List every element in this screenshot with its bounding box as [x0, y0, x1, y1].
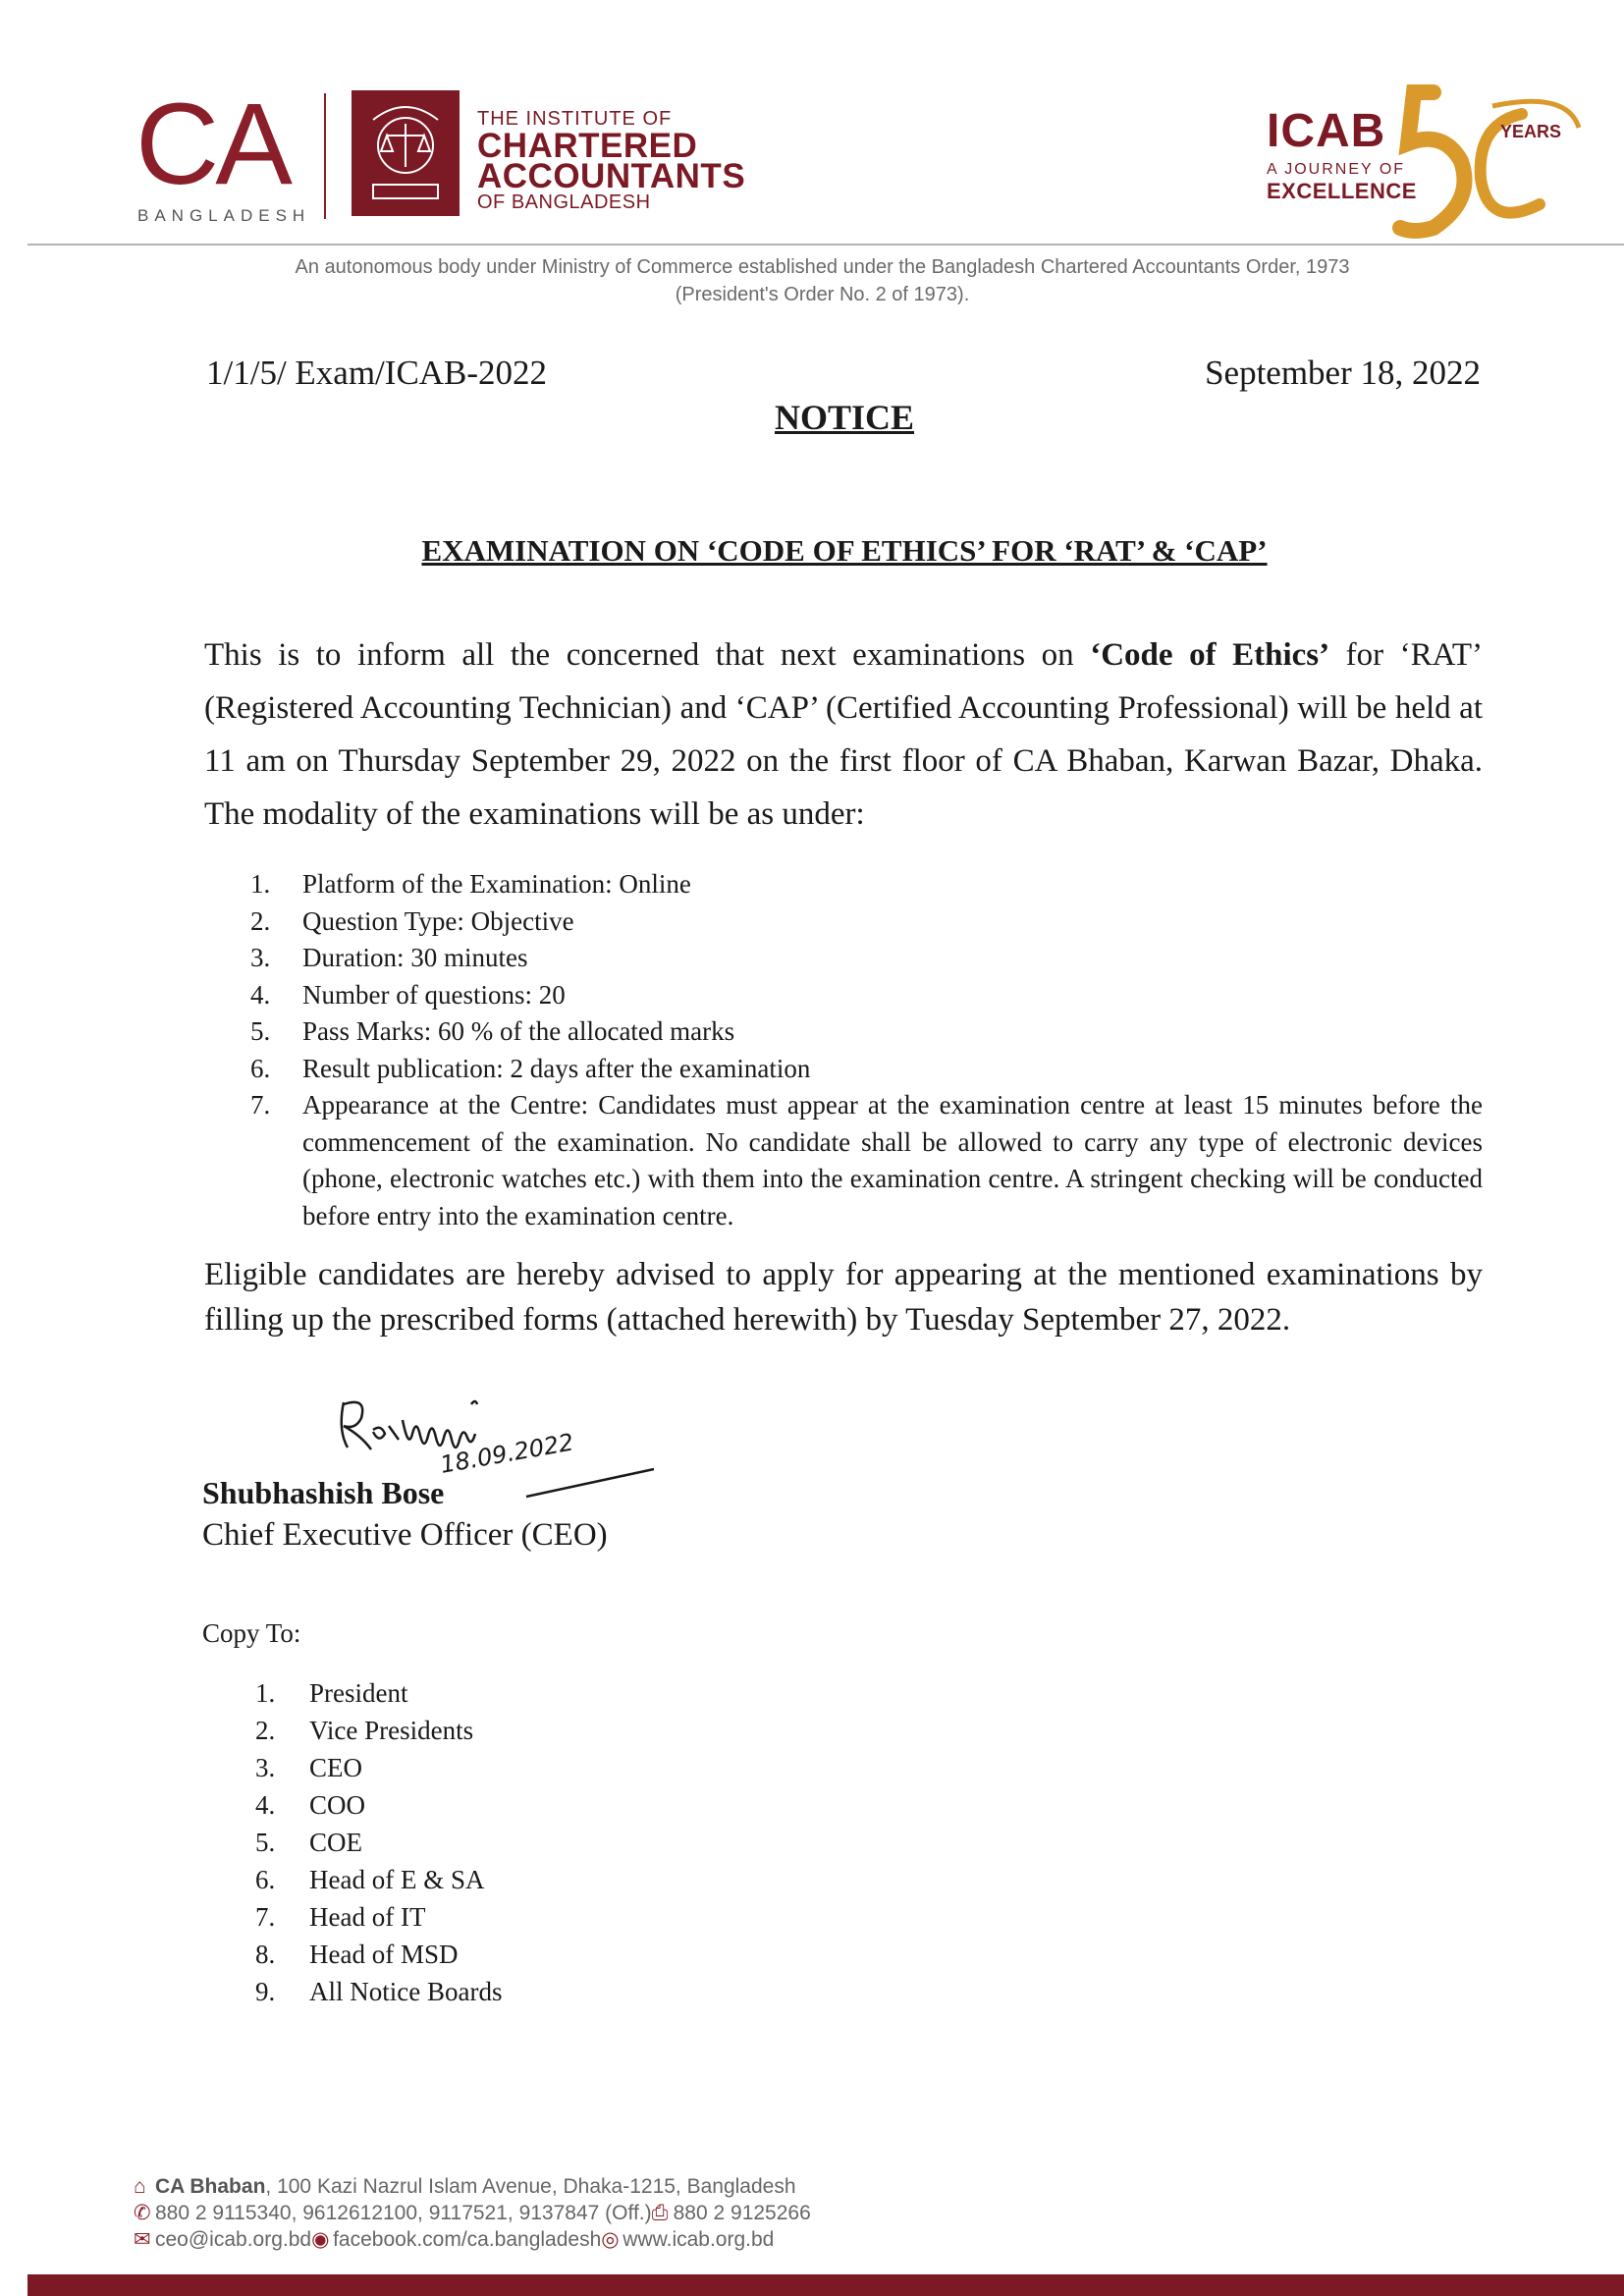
modality-item-number: 7.	[250, 1090, 271, 1120]
ca-bangladesh-logo	[135, 80, 312, 225]
eligibility-paragraph: Eligible candidates are hereby advised to apply for appearing at the mentioned examinations by filling up the prescribed forms (attached herewith) by Tuesday September 27, 2022.	[204, 1257, 1483, 1338]
modality-item	[206, 940, 1483, 977]
intro-text-b: for ‘RAT’ (Registered Accounting Technician) and ‘CAP’ (Certified Accounting Professional) will be held at 11 am on Thursday September 29, 2022 on the first floor of CA Bhaban, Karwan Bazar, Dhaka. The modality of the examinations will be as under:	[204, 637, 1484, 832]
tagline-line-2: (President's Order No. 2 of 1973).	[675, 284, 970, 305]
modality-item	[206, 1087, 1483, 1234]
institute-line-2: CHARTERED	[477, 127, 698, 165]
modality-item-number: 1.	[250, 869, 271, 899]
modality-item-number: 6.	[250, 1053, 271, 1083]
letter-date: September 18, 2022	[1205, 354, 1481, 392]
copy-to-item-text: President	[309, 1678, 408, 1708]
modality-item-text: Platform of the Examination: Online	[302, 869, 691, 899]
icab-logo	[1267, 105, 1417, 204]
notice-subject: EXAMINATION ON ‘CODE OF ETHICS’ FOR ‘RAT’ & ‘CAP’	[421, 533, 1268, 568]
facebook-icon: ◉	[311, 2228, 330, 2251]
copy-to-item	[206, 1674, 1483, 1712]
copy-to-item	[206, 1936, 1483, 1973]
modality-item-text: Number of questions: 20	[302, 979, 566, 1010]
modality-list	[206, 866, 1483, 1234]
copy-to-item-number: 4.	[255, 1790, 276, 1820]
copy-to-item-text: Vice Presidents	[309, 1716, 474, 1745]
intro-text-a: This is to inform all the concerned that next examinations on	[204, 637, 1091, 673]
notice-title: NOTICE	[774, 398, 915, 437]
footer-phone	[134, 2201, 811, 2226]
copy-to-list	[206, 1674, 1483, 2010]
modality-item-text: Pass Marks: 60 % of the allocated marks	[302, 1016, 735, 1046]
modality-item	[206, 1051, 1483, 1088]
copy-to-item	[206, 1861, 1483, 1898]
modality-item-text: Result publication: 2 days after the examination	[302, 1053, 811, 1083]
header-divider	[27, 244, 1624, 246]
footer-contacts	[134, 2227, 774, 2253]
footer-phone-text: 880 2 9115340, 9612612100, 9117521, 9137847 (Off.)	[155, 2202, 652, 2224]
modality-item-number: 4.	[250, 979, 271, 1010]
tagline-line-1: An autonomous body under Ministry of Commerce established under the Bangladesh Chartered Accountants Order, 1973	[295, 256, 1350, 278]
fax-icon: ⎙	[651, 2202, 669, 2224]
copy-to-item-number: 1.	[255, 1678, 276, 1708]
intro-text-bold: ‘Code of Ethics’	[1090, 637, 1330, 673]
signatory-title: Chief Executive Officer (CEO)	[202, 1517, 608, 1553]
modality-item-number: 3.	[250, 943, 271, 972]
copy-to-item-text: Head of IT	[309, 1902, 426, 1932]
modality-item	[206, 1013, 1483, 1051]
copy-to-item	[206, 1786, 1483, 1824]
copy-to-item-number: 2.	[255, 1716, 276, 1745]
web-icon: ◎	[601, 2228, 620, 2251]
institute-line-3: ACCOUNTANTS	[477, 157, 746, 195]
copy-to-item	[206, 1749, 1483, 1786]
footer-email[interactable]: ceo@icab.org.bd	[155, 2228, 312, 2251]
footer-address	[134, 2174, 796, 2200]
copy-to-item-number: 6.	[255, 1865, 276, 1894]
reference-number: 1/1/5/ Exam/ICAB-2022	[206, 354, 548, 392]
copy-to-item	[206, 1898, 1483, 1936]
phone-icon: ✆	[134, 2202, 151, 2224]
copy-to-item-number: 7.	[255, 1902, 276, 1932]
modality-item	[206, 903, 1483, 941]
copy-to-item-text: COO	[309, 1790, 366, 1820]
years-label: YEARS	[1500, 122, 1562, 141]
home-icon: ⌂	[134, 2175, 146, 2198]
modality-item-text: Appearance at the Centre: Candidates must appear at the examination centre at least 15 minutes before the commencement of the examination. No candidate shall be allowed to carry any type of electronic devices (phone, electronic watches etc.) with them into the examination centre. A stringent checking will be conducted before entry into the examination centre.	[302, 1090, 1483, 1230]
copy-to-item-number: 5.	[255, 1828, 276, 1857]
copy-to-item-text: COE	[309, 1828, 362, 1857]
modality-item-number: 5.	[250, 1016, 271, 1046]
copy-to-item-number: 3.	[255, 1753, 276, 1782]
institute-crest-icon	[352, 90, 460, 216]
copy-to-item-number: 9.	[255, 1977, 276, 2006]
copy-to-item	[206, 1712, 1483, 1749]
modality-item	[206, 977, 1483, 1014]
footer-facebook[interactable]: facebook.com/ca.bangladesh	[333, 2228, 602, 2251]
footer-color-bar	[27, 2274, 1624, 2296]
intro-paragraph	[204, 629, 1483, 841]
institute-tagline	[157, 253, 1488, 308]
modality-item-text: Duration: 30 minutes	[302, 943, 528, 972]
institute-line-4: OF BANGLADESH	[477, 191, 651, 213]
footer-address-text: , 100 Kazi Nazrul Islam Avenue, Dhaka-1215, Bangladesh	[265, 2175, 796, 2198]
modality-item	[206, 866, 1483, 903]
icab-journey-text: A JOURNEY OF	[1267, 161, 1406, 178]
email-icon: ✉	[134, 2228, 151, 2251]
copy-to-item-text: All Notice Boards	[309, 1977, 503, 2006]
copy-to-item-text: Head of MSD	[309, 1940, 459, 1969]
copy-to-item-text: CEO	[309, 1753, 362, 1782]
footer-address-bold: CA Bhaban	[155, 2175, 266, 2198]
ca-logo-letters: CA	[135, 80, 289, 209]
ca-logo-subtitle: BANGLADESH	[137, 206, 311, 225]
copy-to-item-number: 8.	[255, 1940, 276, 1969]
modality-item-number: 2.	[250, 905, 271, 936]
copy-to-item	[206, 1973, 1483, 2010]
signature-date: 18.09.2022	[438, 1428, 576, 1479]
footer-fax-text: 880 2 9125266	[673, 2202, 811, 2224]
institute-name	[477, 108, 745, 214]
signatory-name: Shubhashish Bose	[202, 1475, 445, 1510]
copy-to-label: Copy To:	[202, 1618, 301, 1648]
institute-line-1: THE INSTITUTE OF	[477, 108, 673, 130]
copy-to-item-text: Head of E & SA	[309, 1865, 485, 1894]
icab-excellence-text: EXCELLENCE	[1267, 179, 1417, 203]
modality-item-text: Question Type: Objective	[302, 905, 574, 936]
logo-divider	[324, 93, 326, 219]
footer-website[interactable]: www.icab.org.bd	[623, 2228, 775, 2251]
copy-to-item	[206, 1824, 1483, 1861]
icab-logo-text: ICAB	[1267, 105, 1386, 157]
